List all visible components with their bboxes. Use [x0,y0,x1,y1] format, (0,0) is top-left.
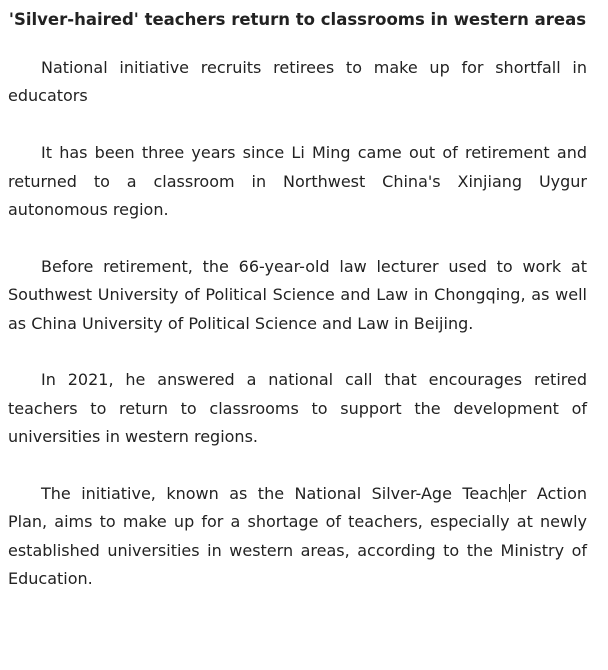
article-subheadline: National initiative recruits retirees to make up for shortfall in educators [8,58,587,106]
article [8,0,587,594]
article-title: 'Silver-haired' teachers return to classrooms in western areas [8,10,587,29]
article-paragraph-2: Before retirement, the 66-year-old law lecturer used to work at Southwest University of Political Science and Law in Chongqing, as well as China University of Political Science and Law in Beijing. [8,256,587,333]
article-paragraph-3: In 2021, he answered a national call that encourages retired teachers to return to classrooms to support the development of universities in western regions. [8,370,587,447]
paragraph-text-after-cursor: er Action Plan, aims to make up for a shortage of teachers, especially at newly established universities in western areas, according to the Ministry of Education. [8,484,587,589]
article-paragraph-4[interactable] [8,480,587,594]
article-paragraph-1: It has been three years since Li Ming came out of retirement and returned to a classroom in Northwest China's Xinjiang Uygur autonomous region. [8,143,587,220]
paragraph-text-before-cursor: The initiative, known as the National Silver-Age Teach [41,484,509,504]
